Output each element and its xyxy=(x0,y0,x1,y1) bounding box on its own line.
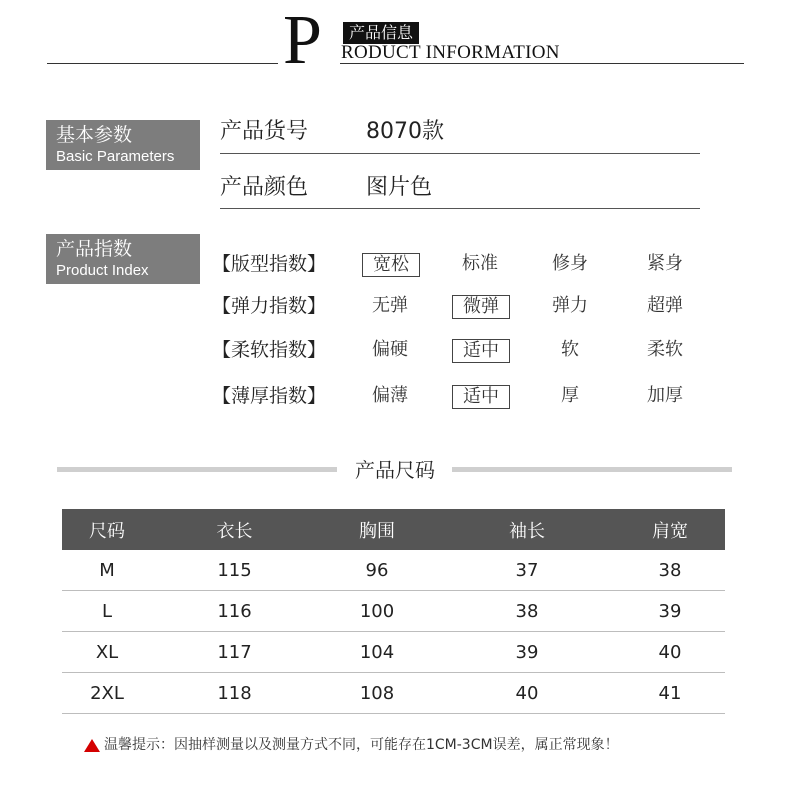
size-heading-bar-left xyxy=(57,467,337,472)
basic-section-cn: 基本参数 xyxy=(56,124,133,146)
index-option: 修身 xyxy=(552,253,588,274)
warning-triangle-icon xyxy=(84,739,100,752)
index-option: 超弹 xyxy=(647,295,683,316)
size-cell: 118 xyxy=(217,682,252,704)
size-cell: 117 xyxy=(217,641,252,663)
size-cell: 100 xyxy=(359,600,395,622)
basic-row-label: 产品颜色 xyxy=(220,175,309,200)
size-cell: 39 xyxy=(515,641,539,663)
basic-section-en: Basic Parameters xyxy=(56,148,175,165)
size-cell: L xyxy=(101,600,113,622)
index-option: 软 xyxy=(561,339,579,360)
index-row-label: 【柔软指数】 xyxy=(212,339,327,361)
index-option-selected: 微弹 xyxy=(452,295,510,319)
index-option-selected: 适中 xyxy=(452,339,510,363)
size-cell: 2XL xyxy=(90,682,124,704)
index-option: 弹力 xyxy=(552,295,588,316)
size-cell: 38 xyxy=(658,559,682,581)
index-option: 偏硬 xyxy=(372,339,408,360)
index-option: 柔软 xyxy=(647,339,683,360)
size-header-cell: 胸围 xyxy=(359,520,395,542)
index-option: 无弹 xyxy=(372,295,408,316)
basic-row-divider xyxy=(220,153,700,154)
header-cn-title: 产品信息 xyxy=(343,22,419,44)
size-cell: 41 xyxy=(658,682,682,704)
index-option: 偏薄 xyxy=(372,385,408,406)
size-cell: 38 xyxy=(515,600,539,622)
size-header-cell: 袖长 xyxy=(509,520,545,542)
basic-row-divider xyxy=(220,208,700,209)
index-option-selected: 适中 xyxy=(452,385,510,409)
size-header-cell: 肩宽 xyxy=(652,520,688,542)
index-option: 厚 xyxy=(561,385,579,406)
index-section-label xyxy=(46,234,200,284)
size-cell: 108 xyxy=(359,682,395,704)
size-cell: 116 xyxy=(217,600,252,622)
header-rule-left xyxy=(47,63,278,64)
index-option: 标准 xyxy=(462,253,498,274)
header-en-title: RODUCT INFORMATION xyxy=(341,42,560,63)
size-cell: 115 xyxy=(217,559,252,581)
size-header-cell: 尺码 xyxy=(89,520,125,542)
index-option: 紧身 xyxy=(647,253,683,274)
size-header-cell: 衣长 xyxy=(216,520,253,542)
index-section-cn: 产品指数 xyxy=(56,238,133,260)
size-table-header xyxy=(62,509,725,550)
index-section-en: Product Index xyxy=(56,262,149,279)
index-option: 加厚 xyxy=(647,385,683,406)
size-cell: XL xyxy=(95,641,119,663)
basic-row-label: 产品货号 xyxy=(220,119,309,144)
size-heading: 产品尺码 xyxy=(355,458,435,482)
table-row xyxy=(62,591,725,632)
header-rule-right xyxy=(340,63,744,64)
index-option-selected: 宽松 xyxy=(362,253,420,277)
size-cell: 96 xyxy=(365,559,389,581)
index-row-label: 【版型指数】 xyxy=(212,253,327,275)
table-row xyxy=(62,632,725,673)
size-cell: 37 xyxy=(515,559,539,581)
size-table xyxy=(62,509,725,714)
basic-row-value: 图片色 xyxy=(366,175,433,200)
basic-section-label xyxy=(46,120,200,170)
index-row-label: 【薄厚指数】 xyxy=(212,385,327,407)
size-cell: 40 xyxy=(515,682,539,704)
size-note: 温馨提示：因抽样测量以及测量方式不同，可能存在1CM-3CM误差，属正常现象！ xyxy=(104,737,619,753)
size-heading-bar-right xyxy=(452,467,732,472)
size-cell: M xyxy=(99,559,115,581)
basic-row-value: 8070款 xyxy=(366,119,444,144)
table-row xyxy=(62,673,725,714)
size-cell: 104 xyxy=(359,641,395,663)
table-row xyxy=(62,550,725,591)
index-row-label: 【弹力指数】 xyxy=(212,295,327,317)
size-cell: 40 xyxy=(658,641,682,663)
size-cell: 39 xyxy=(658,600,682,622)
header-big-letter: P xyxy=(283,2,322,79)
